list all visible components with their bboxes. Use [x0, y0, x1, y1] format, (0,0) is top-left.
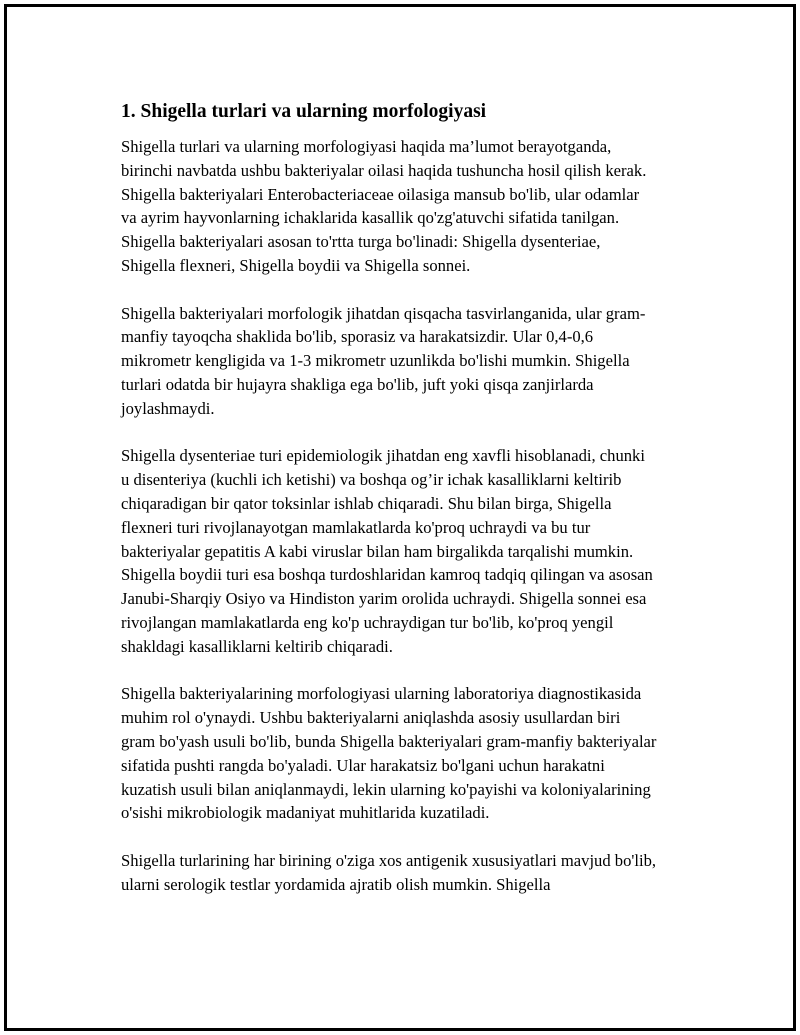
document-body	[121, 99, 657, 897]
paragraph-4: Shigella bakteriyalarining morfologiyasi ularning laboratoriya diagnostikasida muhim rol o'ynaydi. Ushbu bakteriyalarni aniqlashda asosiy usullardan biri gram bo'yash usuli bo'lib, bunda Shigella bakteriyalari gram-manfiy bakteriyalar sifatida pushti rangda bo'yaladi. Ular harakatsiz bo'lgani uchun harakatni kuzatish usuli bilan aniqlanmaydi, lekin ularning ko'payishi va koloniyalarining o'sishi mikrobiologik madaniyat muhitlarida kuzatiladi.	[121, 684, 657, 823]
paragraph-5: Shigella turlarining har birining o'ziga xos antigenik xususiyatlari mavjud bo'lib, ularni serologik testlar yordamida ajratib olish mumkin. Shigella	[121, 850, 657, 894]
page-frame	[4, 4, 796, 1031]
paragraph-3: Shigella dysenteriae turi epidemiologik jihatdan eng xavfli hisoblanadi, chunki u disenteriya (kuchli ich ketishi) va boshqa og’ir ichak kasalliklarni keltirib chiqaradigan bir qator toksinlar ishlab chiqaradi. Shu bilan birga, Shigella flexneri turi rivojlanayotgan mamlakatlarda ko'proq uchraydi va bu tur bakteriyalar gepatitis A kabi viruslar bilan ham birgalikda tarqalishi mumkin. Shigella boydii turi esa boshqa turdoshlaridan kamroq tadqiq qilingan va asosan Janubi-Sharqiy Osiyo va Hindiston yarim orolida uchraydi. Shigella sonnei esa rivojlangan mamlakatlarda eng ko'p uchraydigan tur bo'lib, ko'proq yengil shakldagi kasalliklarni keltirib chiqaradi.	[121, 446, 653, 656]
paragraph-1: Shigella turlari va ularning morfologiyasi haqida ma’lumot berayotganda, birinchi navbatda ushbu bakteriyalar oilasi haqida tushuncha hosil qilish kerak. Shigella bakteriyalari Enterobacteriaceae oilasiga mansub bo'lib, ular odamlar va ayrim hayvonlarning ichaklarida kasallik qo'zg'atuvchi sifatida tanilgan. Shigella bakteriyalari asosan to'rtta turga bo'linadi: Shigella dysenteriae, Shigella flexneri, Shigella boydii va Shigella sonnei.	[121, 137, 647, 275]
paragraph-2: Shigella bakteriyalari morfologik jihatdan qisqacha tasvirlanganida, ular gram-manfiy tayoqcha shaklida bo'lib, sporasiz va harakatsizdir. Ular 0,4-0,6 mikrometr kengligida va 1-3 mikrometr uzunlikda bo'lishi mumkin. Shigella turlari odatda bir hujayra shakliga ega bo'lib, juft yoki qisqa zanjirlarda joylashmaydi.	[121, 303, 646, 418]
section-heading: 1. Shigella turlari va ularning morfologiyasi	[121, 101, 487, 122]
